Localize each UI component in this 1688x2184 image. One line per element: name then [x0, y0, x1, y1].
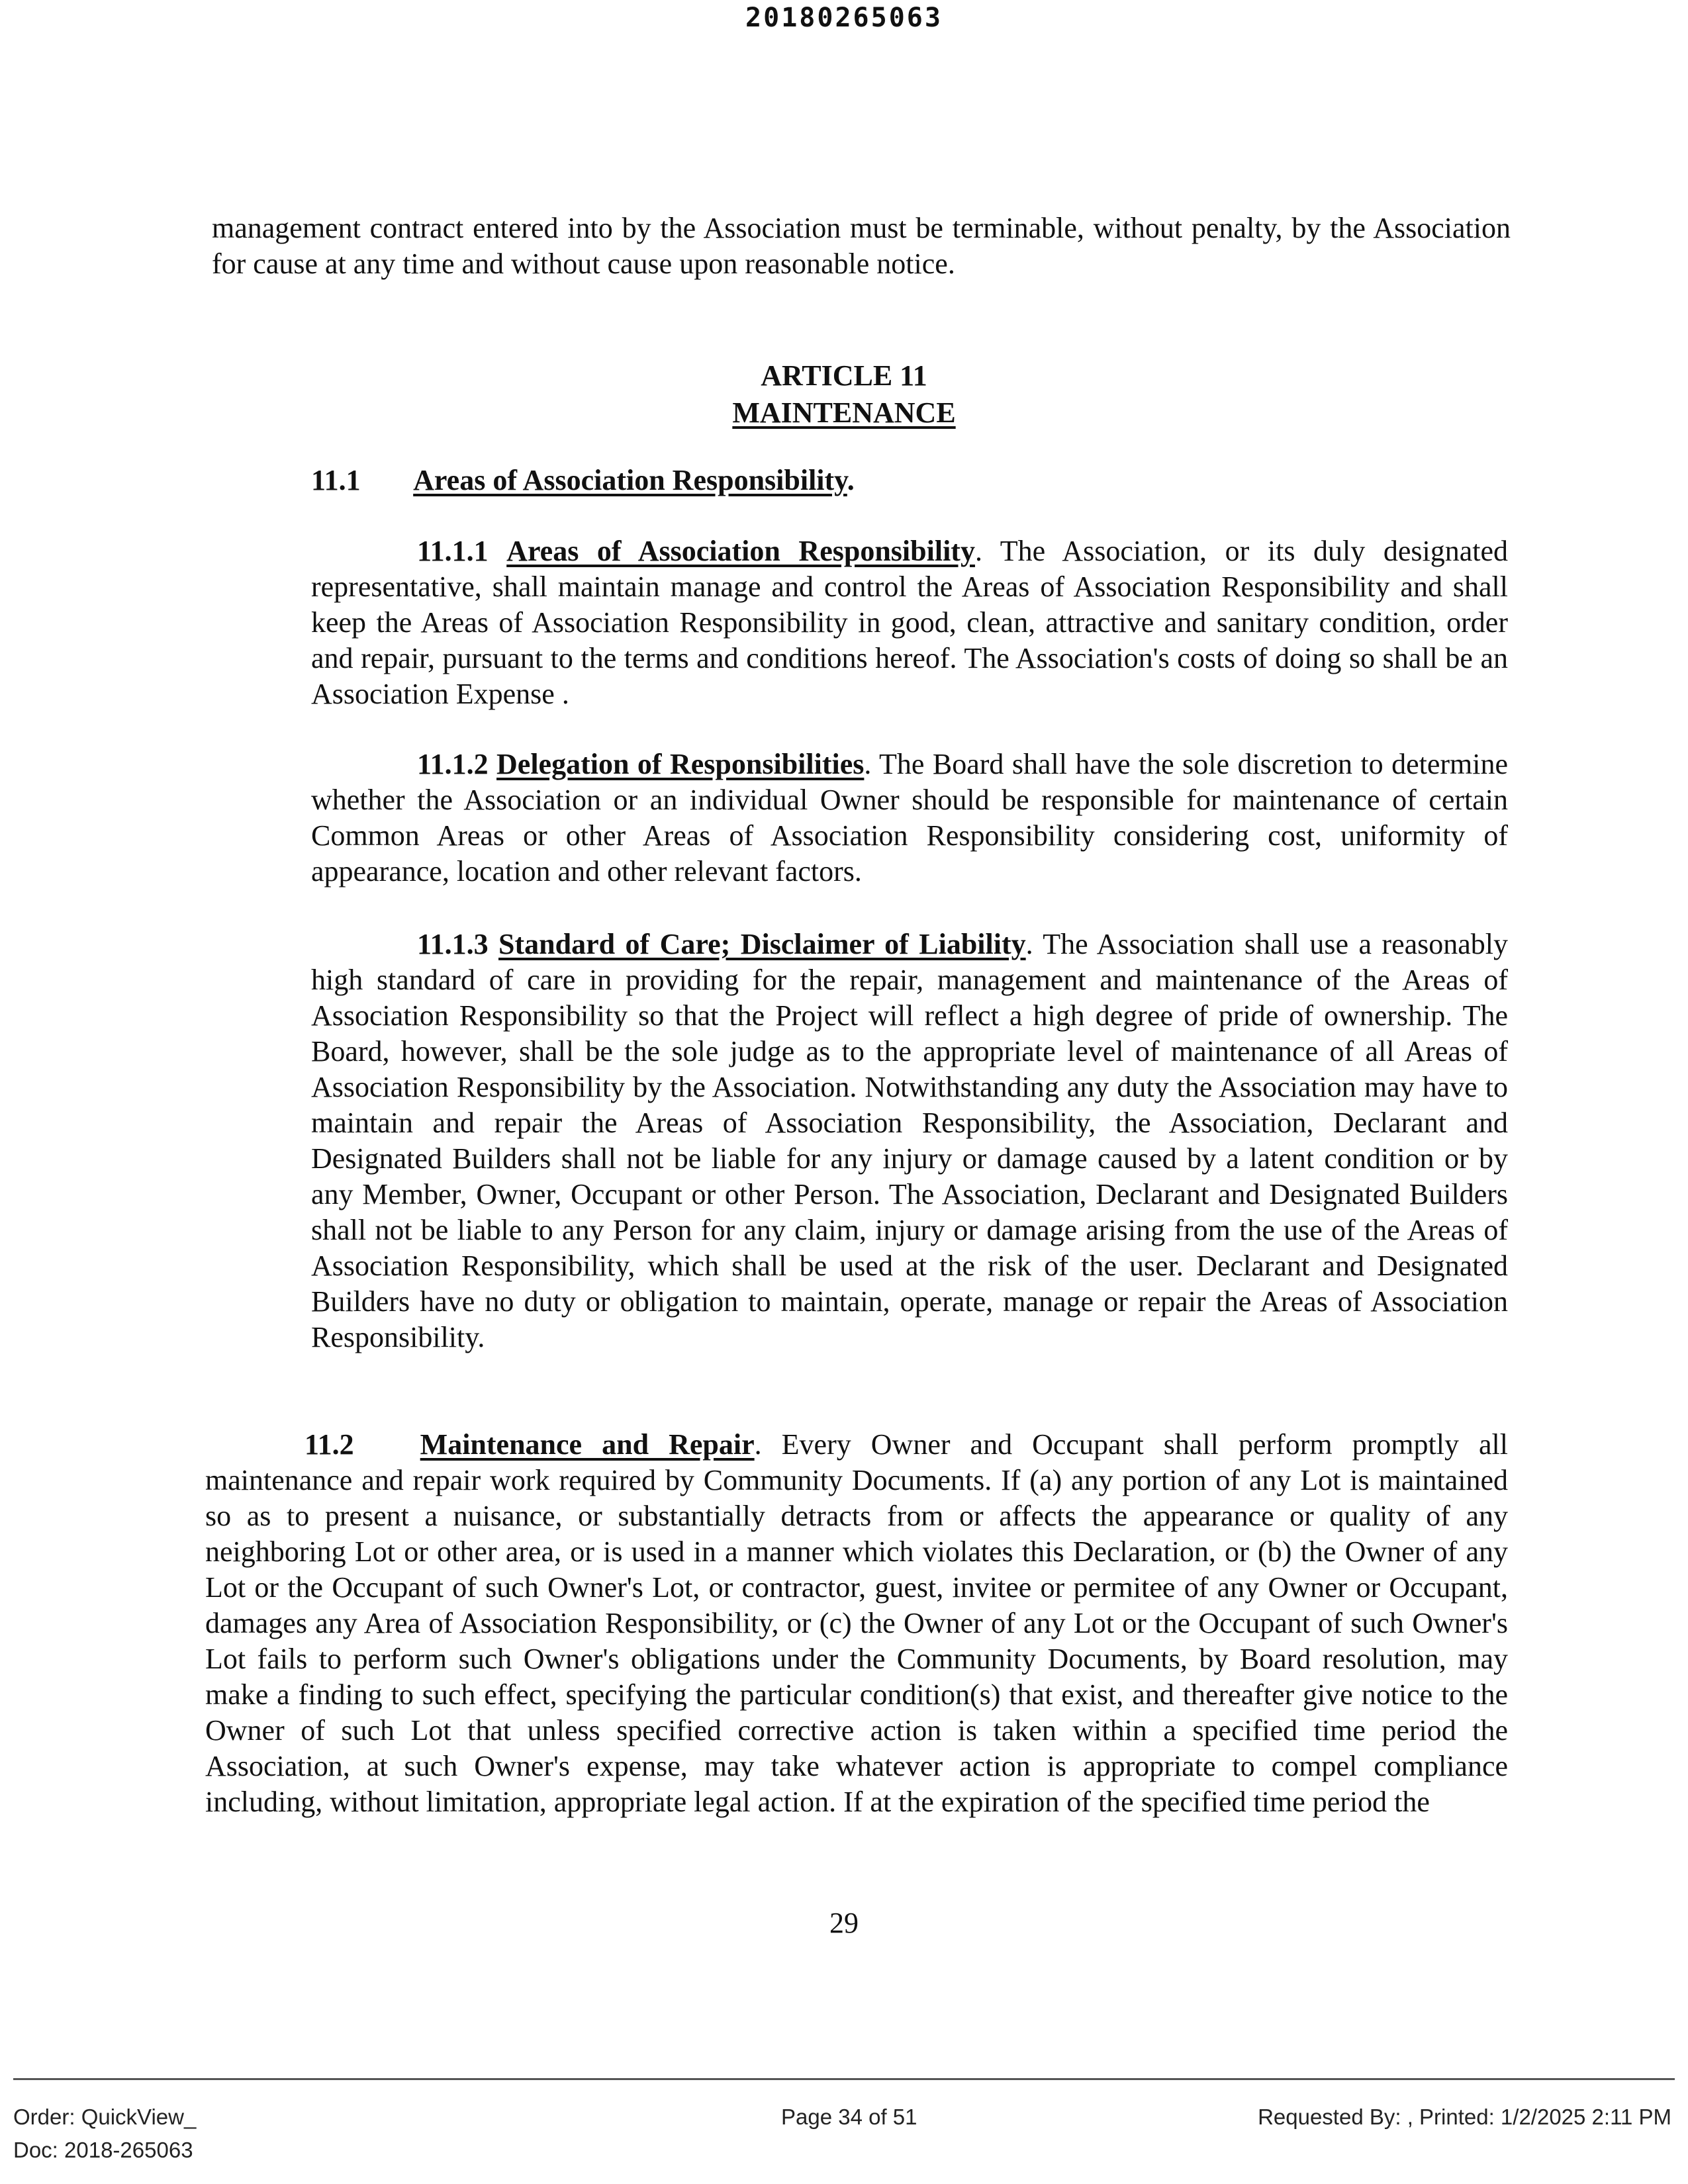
subsection-11-1-1 — [311, 533, 1508, 712]
subsection-11-1-1-body: . The Association, or its duly designated representative, shall maintain manage and control the Areas of Association Responsibility and shall keep the Areas of Association Responsibility in good, clean, attractive and sanitary condition, order and repair, pursuant to the terms and conditions hereof. The Association's costs of doing so shall be an Association Expense . — [311, 535, 1509, 710]
footer-doc: Doc: 2018-265063 — [13, 2138, 193, 2162]
recording-number: 20180265063 — [745, 3, 943, 33]
footer-page: Page 34 of 51 — [781, 2105, 917, 2129]
section-11-1-after: . — [847, 464, 855, 496]
intro-paragraph — [212, 210, 1511, 282]
footer-requested: Requested By: , Printed: 1/2/2025 2:11 PM — [1258, 2105, 1671, 2129]
subsection-11-1-2-body: . The Board shall have the sole discretion to determine whether the Association or an individual Owner should be responsible for maintenance of certain Common Areas or other Areas of Association Responsibility considering cost, uniformity of appearance, location and other relevant factors. — [311, 748, 1509, 887]
article-number: ARTICLE 11 — [761, 359, 927, 392]
article-title: MAINTENANCE — [732, 396, 956, 429]
section-11-1-number: 11.1 — [311, 464, 361, 496]
section-11-2 — [205, 1427, 1508, 1820]
section-11-2-title: Maintenance and Repair — [420, 1428, 755, 1461]
section-11-1-heading — [311, 463, 855, 497]
subsection-11-1-3-title: Standard of Care; Disclaimer of Liability — [498, 928, 1026, 960]
page-number: 29 — [829, 1907, 859, 1939]
section-11-2-number: 11.2 — [305, 1428, 354, 1461]
subsection-11-1-3-number: 11.1.3 — [417, 928, 489, 960]
section-11-1-title: Areas of Association Responsibility — [413, 464, 847, 496]
subsection-11-1-1-number: 11.1.1 — [417, 535, 489, 567]
footer-order: Order: QuickView_ — [13, 2105, 197, 2129]
subsection-11-1-1-title: Areas of Association Responsibility — [506, 535, 975, 567]
subsection-11-1-3 — [311, 927, 1508, 1355]
subsection-11-1-2 — [311, 747, 1508, 889]
subsection-11-1-3-body: . The Association shall use a reasonably high standard of care in providing for the repair, management and maintenance of the Areas of Association Responsibility so that the Project will reflect a high degree of pride of ownership. The Board, however, shall be the sole judge as to the appropriate level of maintenance of all Areas of Association Responsibility by the Association. Notwithstanding any duty the Association may have to maintain and repair the Areas of Association Responsibility, the Association, Declarant and Designated Builders shall not be liable for any injury or damage caused by a latent condition or by any Member, Owner, Occupant or other Person. The Association, Declarant and Designated Builders shall not be liable to any Person for any claim, injury or damage arising from the use of the Areas of Association Responsibility, which shall be used at the risk of the user. Declarant and Designated Builders have no duty or obligation to maintain, operate, manage or repair the Areas of Association Responsibility. — [311, 928, 1509, 1353]
subsection-11-1-2-number: 11.1.2 — [417, 748, 489, 780]
section-11-2-body: . Every Owner and Occupant shall perform promptly all maintenance and repair work required by Community Documents. If (a) any portion of any Lot is maintained so as to present a nuisance, or substantially detracts from or affects the appearance or quality of any neighboring Lot or other area, or is used in a manner which violates this Declaration, or (b) the Owner of any Lot or the Occupant of such Owner's Lot, or contractor, guest, invitee or permitee of any Owner or Occupant, damages any Area of Association Responsibility, or (c) the Owner of any Lot or the Occupant of such Owner's Lot fails to perform such Owner's obligations under the Community Documents, by Board resolution, may make a finding to such effect, specifying the particular condition(s) that exist, and thereafter give notice to the Owner of such Lot that unless specified corrective action is taken within a specified time period the Association, at such Owner's expense, may take whatever action is appropriate to compel compliance including, without limitation, appropriate legal action. If at the expiration of the specified time period the — [205, 1428, 1508, 1818]
subsection-11-1-2-title: Delegation of Responsibilities — [496, 748, 865, 780]
footer-divider — [13, 2078, 1675, 2080]
article-heading — [0, 357, 1688, 432]
intro-text: management contract entered into by the Association must be terminable, without penalty, by the Association for cause at any time and without cause upon reasonable notice. — [212, 212, 1511, 280]
